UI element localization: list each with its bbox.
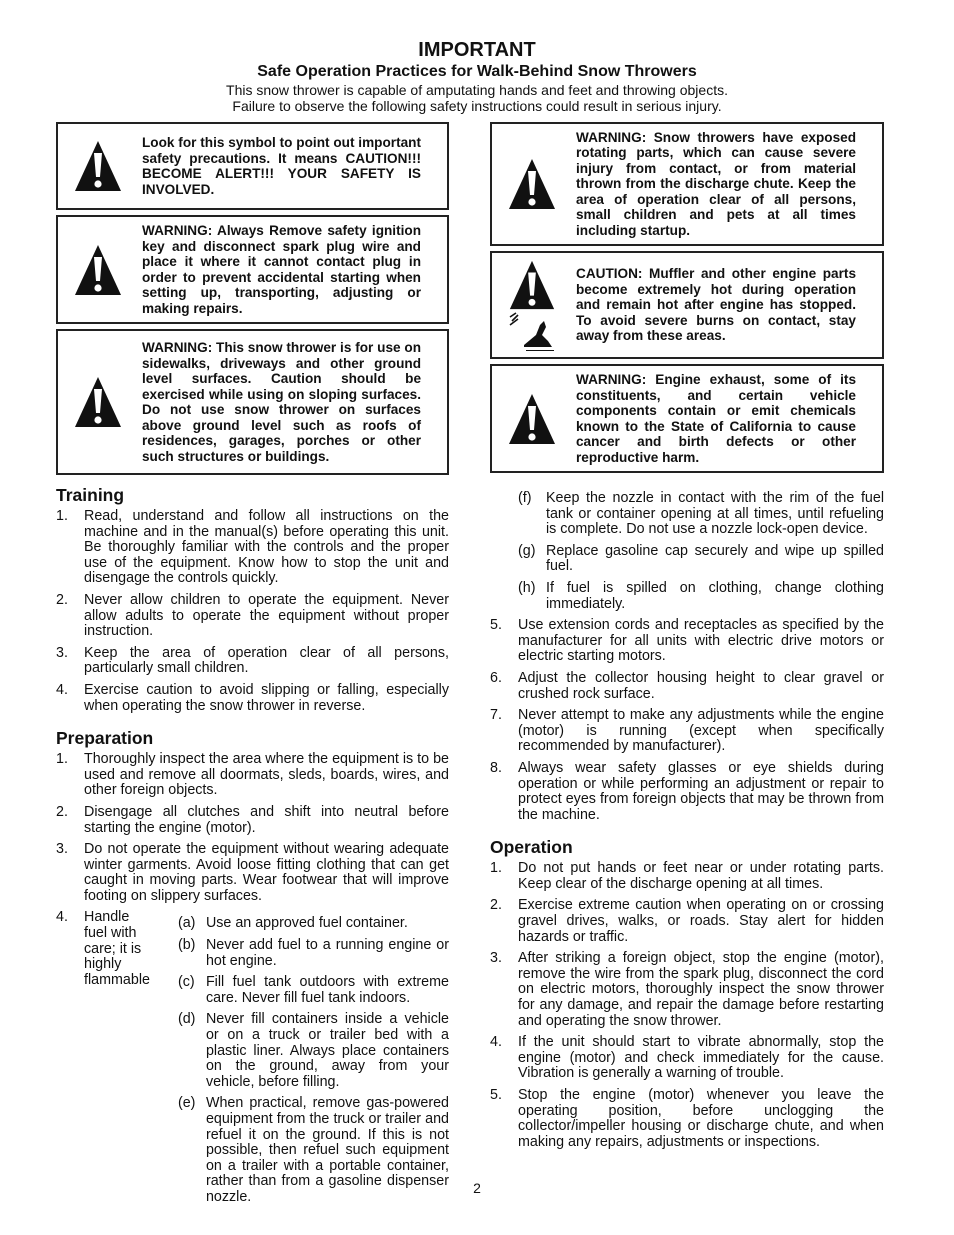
safety-box-surfaces (56, 329, 449, 475)
box-text: WARNING: Snow throwers have exposed rotating parts, which can cause severe injury from contact, or from material thrown from the discharge chute. Keep the area of operation clear of all persons, small children and pets at all times including startup. (576, 129, 856, 238)
list-item: 1. Do not put hands or feet near or under rotating parts. Keep clear of the discharge opening at all times. (490, 860, 884, 892)
page-header (0, 38, 954, 114)
training-list (56, 509, 449, 714)
sub-item: (a) Use an approved fuel container. (177, 915, 408, 932)
safety-box-exhaust (490, 364, 884, 473)
list-item: 2. Exercise extreme caution when operating on or crossing gravel drives, walks, or roads. Stay alert for hidden hazards or traffic. (490, 897, 884, 945)
list-item: 3. Keep the area of operation clear of all persons, particularly small children. (56, 644, 449, 677)
sub-item: (d) Never fill containers inside a vehicle or on a truck or trailer bed with a plastic liner. Always place containers on the ground, away from your vehicle, before filling. (177, 1011, 449, 1090)
list-item: 8. Always wear safety glasses or eye shields during operation or while performing an adjustment or repair to protect eyes from foreign objects that may be thrown from the machine. (490, 759, 884, 823)
page-subtitle: Safe Operation Practices for Walk-Behind Snow Throwers (257, 63, 697, 80)
fuel-sublist (150, 910, 449, 1205)
warning-triangle-icon (73, 139, 123, 193)
warning-triangle-icon (507, 392, 557, 446)
training-heading: Training (56, 485, 125, 505)
list-item: 3. After striking a foreign object, stop the engine (motor), remove the wire from the spark plug, disconnect the cord on electric motors, thoroughly inspect the snow thrower for any damage, and repair the damage before restarting and operating the snow thrower. (490, 950, 884, 1029)
right-column (490, 122, 884, 1156)
list-item: 6. Adjust the collector housing height to clear gravel or crushed rock surface. (490, 669, 884, 702)
list-item: 2. Disengage all clutches and shift into neutral before starting the engine (motor). (56, 803, 449, 836)
preparation-heading: Preparation (56, 728, 154, 749)
safety-box-rotating (490, 122, 884, 246)
list-item: 4. Handle fuel with care; it is highly flammable (a) Use an approved fuel container. (b) Never add fuel to a running engine or hot engine. (c) Fill fuel tank outdoors with extreme care. Never fill fuel tank indoors. (d) Never fill containers inside a vehicle or on a truck or trailer bed with a plastic liner. Always place containers on the ground, away from your vehicle, before filling. (e) When practical, remove gas-powered equipment from the truck or trailer and refuel it on the ground. If this is not possible, then refuel such equipment on a trailer with a portable container, rather than from a gasoline dispenser nozzle. (56, 909, 449, 1205)
operation-heading: Operation (490, 837, 573, 858)
box-text: Look for this symbol to point out important safety precautions. It means CAUTION!!! BECOME ALERT!!! YOUR SAFETY IS INVOLVED. (142, 135, 421, 197)
box-text: CAUTION: Muffler and other engine parts become extremely hot during operation and remain hot after engine has stopped. To avoid severe burns on contact, stay away from these areas. (576, 266, 856, 344)
hot-surface-icon (506, 311, 558, 351)
safety-box-symbol (56, 122, 449, 210)
box-text: WARNING: Always Remove safety ignition key and disconnect spark plug wire and place it where it cannot contact plug in order to prevent accidental starting when setting up, transporting, adjusting or making repairs. (142, 223, 421, 316)
sub-item: (g) Replace gasoline cap securely and wipe up spilled fuel. (518, 542, 884, 575)
list-item: 2. Never allow children to operate the equipment. Never allow adults to operate the equipment without proper instruction. (56, 591, 449, 640)
box-text: WARNING: Engine exhaust, some of its constituents, and certain vehicle components contain or emit chemicals known to the State of California to cause cancer and birth defects or other reproductive harm. (576, 372, 856, 465)
list-item: 4. Exercise caution to avoid slipping or falling, especially when operating the snow thrower in reverse. (56, 681, 449, 714)
left-column (56, 122, 449, 1212)
list-item: 5. Stop the engine (motor) whenever you leave the operating position, before unclogging the collector/impeller housing or discharge chute, and when making any repairs, adjustments or inspections. (490, 1087, 884, 1150)
safety-box-hot (490, 251, 884, 359)
sub-item: (b) Never add fuel to a running engine or hot engine. (177, 937, 449, 969)
box-text: WARNING: This snow thrower is for use on sidewalks, driveways and other ground level surfaces. Caution should be exercised while using on sloping surfaces. Do not use snow thrower on surfaces above ground level such as roofs of residences, garages, porches or other such structures or buildings. (142, 340, 421, 464)
page-number: 2 (473, 1180, 481, 1196)
warning-triangle-icon (73, 243, 123, 297)
intro-line-1: This snow thrower is capable of amputating hands and feet and throwing objects. (226, 82, 728, 98)
sub-item: (e) When practical, remove gas-powered equipment from the truck or trailer and refuel it on the ground. If this is not possible, then refuel such equipment on a trailer with a portable container, rather than from a gasoline dispenser nozzle. (177, 1095, 449, 1205)
intro-line-2: Failure to observe the following safety instructions could result in serious injury. (232, 98, 722, 114)
preparation-list-continued (490, 618, 884, 823)
fuel-sublist-continued (490, 491, 884, 612)
list-item: 7. Never attempt to make any adjustments while the engine (motor) is running (except when specifically recommended by manufacturer). (490, 707, 884, 755)
sub-item: (h) If fuel is spilled on clothing, change clothing immediately. (518, 579, 884, 612)
warning-triangle-icon (507, 259, 557, 311)
list-item: 3. Do not operate the equipment without wearing adequate winter garments. Avoid loose fitting clothing that can get caught in moving parts. Wear footwear that will improve footing on slippery surfaces. (56, 841, 449, 904)
list-item: 1. Thoroughly inspect the area where the equipment is to be used and remove all doormats, sleds, boards, wires, and other foreign objects. (56, 751, 449, 799)
sub-item: (c) Fill fuel tank outdoors with extreme care. Never fill fuel tank indoors. (177, 974, 449, 1006)
page-title: IMPORTANT (418, 39, 536, 61)
list-item: 4. If the unit should start to vibrate abnormally, stop the engine (motor) and check immediately for the cause. Vibration is generally a warning of trouble. (490, 1034, 884, 1082)
operation-list (490, 861, 884, 1150)
safety-box-ignition (56, 215, 449, 324)
preparation-list (56, 752, 449, 1205)
list-item: 5. Use extension cords and receptacles as specified by the manufacturer for all units with electric drive motors or electric starting motors. (490, 617, 884, 665)
warning-triangle-icon (507, 157, 557, 211)
sub-item: (f) Keep the nozzle in contact with the rim of the fuel tank or container opening at all times, until refueling is complete. Do not use a nozzle lock-open device. (518, 490, 884, 538)
list-item: 1. Read, understand and follow all instructions on the machine and in the manual(s) before operating this unit. Be thoroughly familiar with the controls and the proper use of the equipment. Know how to stop the unit and disengage the controls quickly. (56, 508, 449, 587)
warning-triangle-icon (73, 375, 123, 429)
